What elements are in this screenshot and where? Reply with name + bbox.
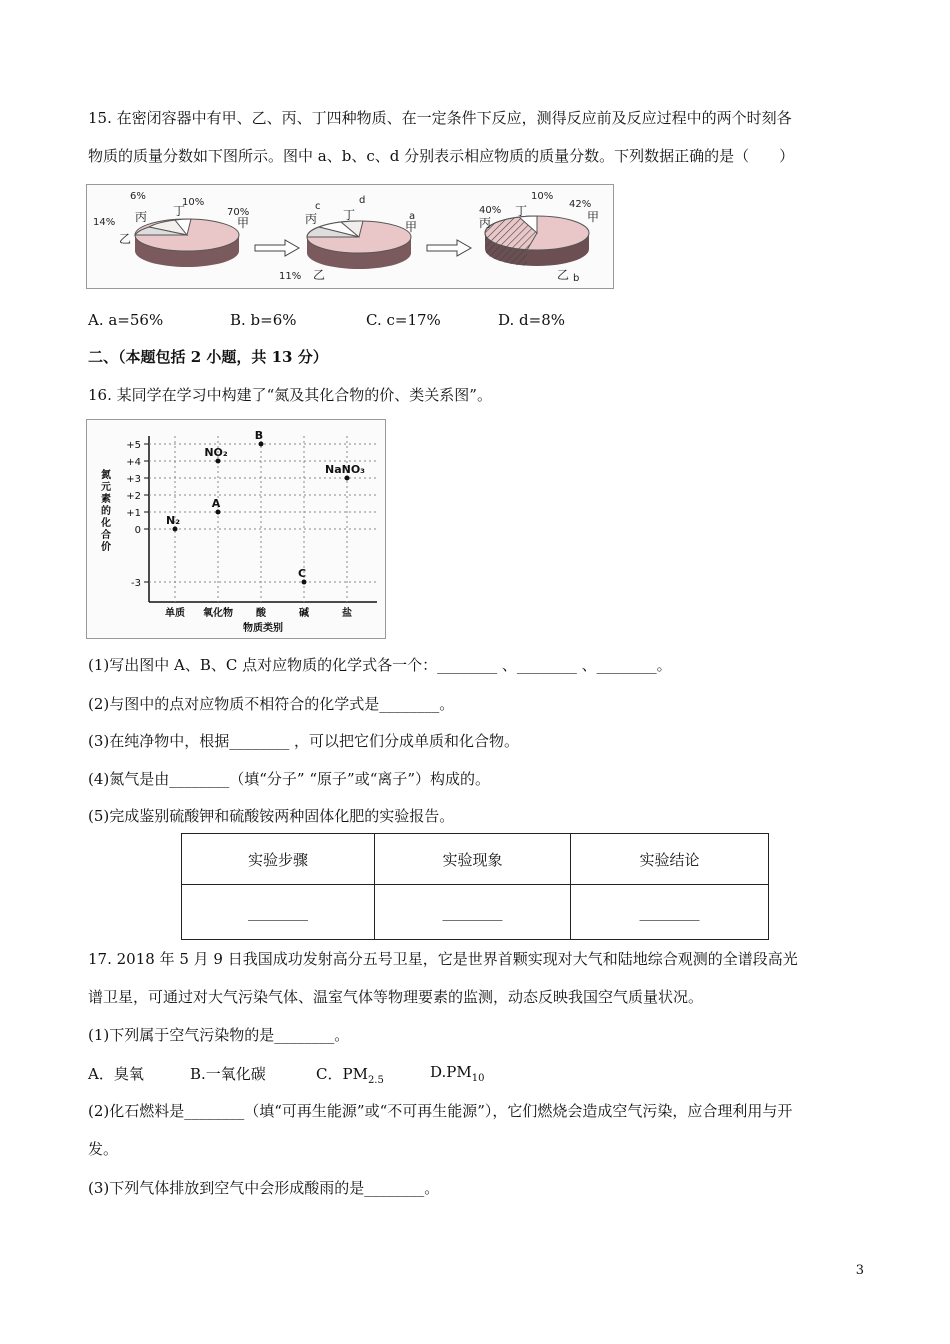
q17-option-d-sub: 10 bbox=[471, 1073, 485, 1084]
valence-chart-svg bbox=[87, 420, 385, 638]
y-axis-label-char: 素 bbox=[101, 494, 111, 505]
pie1-label-0: 6% bbox=[130, 191, 146, 202]
y-axis-label bbox=[100, 468, 111, 553]
pie3-label-1: 40% bbox=[479, 205, 502, 216]
q16-part4: (4)氮气是由________（填“分子” “原子”或“离子”）构成的。 bbox=[88, 770, 491, 788]
q16-part2: (2)与图中的点对应物质不相符合的化学式是________。 bbox=[88, 695, 455, 713]
point-label: NaNO₃ bbox=[324, 463, 366, 476]
y-axis-label-char: 氮 bbox=[101, 470, 111, 481]
point-label: B bbox=[254, 429, 264, 442]
q15-option-a[interactable]: A. a=56% bbox=[88, 311, 164, 329]
pie2-label-1: d bbox=[359, 195, 366, 206]
pie2-label-2: a bbox=[409, 211, 416, 222]
x-tick-label: 盐 bbox=[342, 608, 352, 619]
point-label: C bbox=[297, 567, 307, 580]
data-point bbox=[259, 442, 264, 447]
header-conclusion: 实验结论 bbox=[571, 834, 769, 885]
q17-option-c[interactable] bbox=[316, 1063, 384, 1086]
q17-option-c-text: C．PM bbox=[316, 1065, 368, 1083]
y-axis-label-char: 合 bbox=[101, 530, 111, 541]
pie3-label-7: b bbox=[573, 273, 580, 284]
chart-points bbox=[166, 429, 365, 585]
pie2-label-3: 丙 bbox=[305, 212, 318, 226]
y-tick-label: +1 bbox=[126, 508, 141, 519]
q17-part2-line2: 发。 bbox=[88, 1140, 119, 1158]
pie3-label-2: 42% bbox=[569, 199, 592, 210]
q17-option-d[interactable] bbox=[430, 1063, 484, 1084]
q16-part3: (3)在纯净物中，根据________ ，可以把它们分成单质和化合物。 bbox=[88, 732, 520, 750]
q15-option-d[interactable]: D. d=8% bbox=[498, 311, 565, 329]
point-label: NO₂ bbox=[204, 446, 228, 459]
y-tick-label: +5 bbox=[126, 440, 141, 451]
q16-part5: (5)完成鉴别硫酸钾和硫酸铵两种固体化肥的实验报告。 bbox=[88, 807, 455, 825]
arrow-1 bbox=[255, 240, 299, 256]
x-tick-label: 碱 bbox=[299, 608, 309, 619]
header-steps: 实验步骤 bbox=[182, 834, 375, 885]
pie3-label-3: 丁 bbox=[515, 204, 528, 218]
x-axis-label: 物质类别 bbox=[243, 623, 283, 634]
q17-option-a[interactable]: A．臭氧 bbox=[88, 1065, 144, 1083]
arrow-2 bbox=[427, 240, 471, 256]
q17-part1: (1)下列属于空气污染物的是________。 bbox=[88, 1026, 350, 1044]
q15-options bbox=[88, 311, 788, 331]
q15-option-c[interactable]: C. c=17% bbox=[366, 311, 441, 329]
q15-text-line1: 15. 在密闭容器中有甲、乙、丙、丁四种物质、在一定条件下反应，测得反应前及反应过程中的两个时刻各 bbox=[88, 109, 792, 127]
data-point bbox=[216, 510, 221, 515]
data-point bbox=[173, 527, 178, 532]
pie-2 bbox=[279, 195, 417, 282]
experiment-report-table bbox=[181, 833, 769, 940]
pie1-label-4: 丙 bbox=[135, 210, 148, 224]
y-tick-label: +4 bbox=[126, 457, 141, 468]
pie3-label-6: 乙 bbox=[557, 268, 570, 282]
data-point bbox=[302, 580, 307, 585]
pie2-label-5: 甲 bbox=[405, 220, 418, 234]
q16-intro: 16. 某同学在学习中构建了“氮及其化合物的价、类关系图”。 bbox=[88, 386, 492, 404]
cell-phenomena-blank[interactable]: ________ bbox=[375, 885, 571, 940]
y-tick-label: +2 bbox=[126, 491, 141, 502]
x-tick-label: 氧化物 bbox=[203, 608, 233, 619]
q17-option-b[interactable] bbox=[190, 1063, 266, 1084]
y-tick-label: +3 bbox=[126, 474, 141, 485]
page-number: 3 bbox=[855, 1263, 864, 1278]
q15-text-line2: 物质的质量分数如下图所示。图中 a、b、c、d 分别表示相应物质的质量分数。下列数据正确的是（ ） bbox=[88, 147, 795, 165]
pie1-label-7: 甲 bbox=[237, 216, 250, 230]
point-label: N₂ bbox=[165, 514, 181, 527]
header-phenomena: 实验现象 bbox=[375, 834, 571, 885]
pie1-label-6: 乙 bbox=[119, 232, 132, 246]
x-tick-label: 单质 bbox=[165, 608, 185, 619]
pie1-label-2: 14% bbox=[93, 217, 116, 228]
q17-option-c-sub: 2.5 bbox=[367, 1075, 384, 1086]
pie2-label-0: c bbox=[315, 201, 321, 212]
q17-options bbox=[88, 1063, 788, 1086]
y-tick-labels bbox=[126, 440, 141, 589]
cell-steps-blank[interactable]: ________ bbox=[182, 885, 375, 940]
pie2-label-6: 11% bbox=[279, 271, 302, 282]
pie1-label-1: 10% bbox=[182, 197, 205, 208]
q17-option-b-text: B.一氧化碳 bbox=[190, 1065, 266, 1083]
pie2-label-4: 丁 bbox=[343, 208, 356, 222]
pie3-label-0: 10% bbox=[531, 191, 554, 202]
y-axis-label-char: 价 bbox=[101, 542, 111, 553]
y-axis-label-char: 元 bbox=[101, 482, 111, 493]
pie2-label-7: 乙 bbox=[313, 268, 326, 282]
section-2-title: 二、（本题包括 2 小题，共 13 分） bbox=[88, 348, 328, 366]
y-tick-label: -3 bbox=[131, 578, 141, 589]
x-tick-label: 酸 bbox=[256, 608, 266, 619]
y-tick-label: 0 bbox=[134, 525, 141, 536]
x-tick-labels bbox=[165, 606, 352, 619]
q17-part2-line1: (2)化石燃料是________（填“可再生能源”或“不可再生能源”），它们燃烧会造成空气污染，应合理利用与开 bbox=[88, 1102, 793, 1120]
q17-text-line1: 17. 2018 年 5 月 9 日我国成功发射高分五号卫星，它是世界首颗实现对大气和陆地综合观测的全谱段高光 bbox=[88, 950, 798, 968]
q16-valence-chart bbox=[86, 419, 386, 639]
data-point bbox=[216, 459, 221, 464]
pie1-label-3: 70% bbox=[227, 207, 250, 218]
q17-option-d-text: D.PM bbox=[430, 1063, 472, 1081]
q16-part1: (1)写出图中 A、B、C 点对应物质的化学式各一个：________ 、________ 、________。 bbox=[88, 656, 672, 674]
pie-diagram-svg bbox=[87, 185, 613, 288]
q17-part3: (3)下列气体排放到空气中会形成酸雨的是________。 bbox=[88, 1179, 440, 1197]
y-axis-label-char: 的 bbox=[101, 506, 111, 517]
q17-text-line2: 谱卫星，可通过对大气污染气体、温室气体等物理要素的监测，动态反映我国空气质量状况。 bbox=[88, 988, 704, 1006]
pie-3 bbox=[479, 191, 599, 284]
y-axis-label-char: 化 bbox=[101, 518, 111, 529]
pie3-label-4: 丙 bbox=[479, 216, 492, 230]
table-header-row bbox=[182, 834, 769, 885]
data-point bbox=[345, 476, 350, 481]
point-label: A bbox=[211, 497, 221, 510]
q15-option-b[interactable]: B. b=6% bbox=[230, 311, 297, 329]
table-row bbox=[182, 885, 769, 940]
pie1-label-5: 丁 bbox=[173, 204, 186, 218]
q15-pie-diagram bbox=[86, 184, 614, 289]
pie-1 bbox=[93, 191, 249, 267]
cell-conclusion-blank[interactable]: ________ bbox=[571, 885, 769, 940]
pie3-label-5: 甲 bbox=[587, 210, 600, 224]
